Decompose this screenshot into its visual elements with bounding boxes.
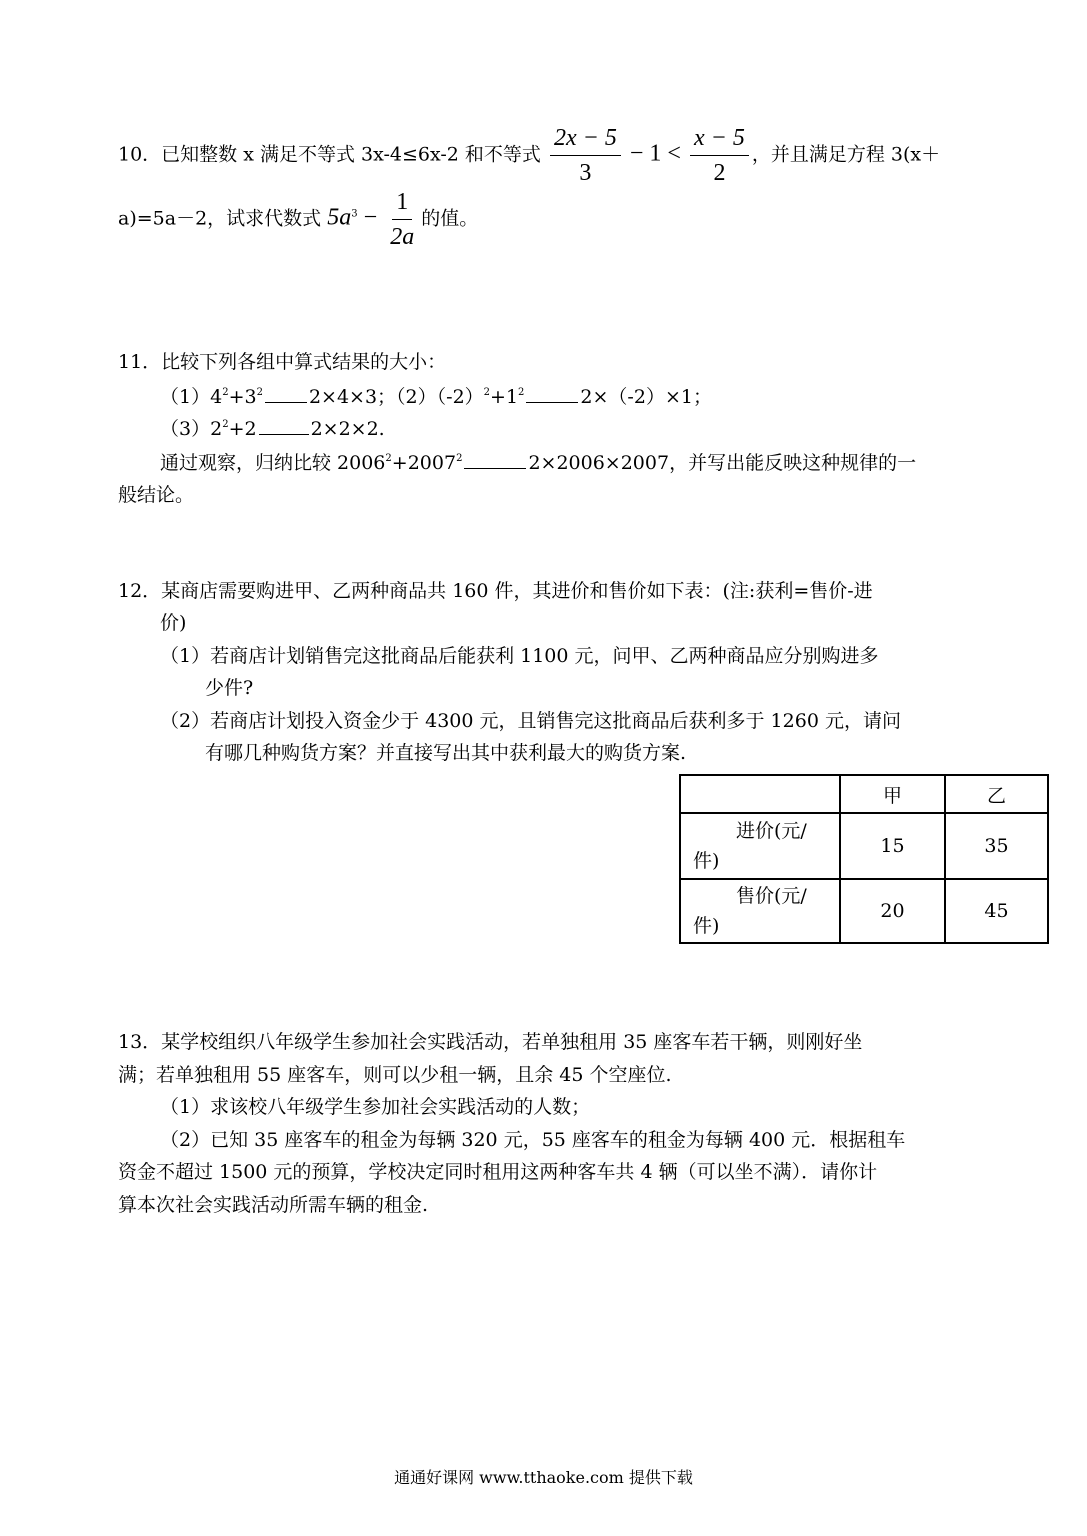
q11-observation-line2: 般结论。 — [118, 484, 195, 506]
q12-sub2-line1: （2）若商店计划投入资金少于 4300 元，且销售完这批商品后获利多于 1260 元，请问 — [160, 710, 901, 732]
q10-line1-start: 10．已知整数 x 满足不等式 3x — [118, 143, 384, 166]
q10-line2-end: 的值。 — [421, 207, 479, 230]
q10-minus-one: − 1 < — [629, 140, 681, 167]
q13-sub1: （1）求该校八年级学生参加社会实践活动的人数； — [160, 1096, 591, 1118]
q11-title: 11．比较下列各组中算式结果的大小： — [118, 351, 447, 373]
q12-line2: 价) — [160, 612, 187, 634]
q11-part1-2: $(1)4^2+3^2$ 2×4×3；$(2)(-2)^2+1^2$ 2×（-2）×1； — [160, 386, 712, 408]
q13-sub2-line3: 算本次社会实践活动所需车辆的租金. — [118, 1194, 429, 1216]
footer-text: 通通好课网 www.tthaoke.com 提供下载 — [394, 1468, 693, 1487]
table-row — [680, 813, 1048, 879]
cost-jia: 15 — [840, 813, 945, 879]
table-row — [680, 879, 1048, 943]
price-jia: 20 — [840, 879, 945, 943]
q12-sub2-line2: 有哪几种购货方案？并直接写出其中获利最大的购货方案. — [205, 742, 687, 764]
answer-blank-3[interactable] — [259, 416, 309, 435]
q10-line2 — [118, 188, 478, 251]
q10-expr-exponent: 3 — [351, 208, 358, 220]
q10-line1-end: ，并且满足方程 3(x＋ — [751, 143, 941, 166]
q10-inequality: -4≤6x-2 — [383, 143, 459, 166]
table-header-jia: 甲 — [840, 775, 945, 813]
fraction-x-5-over-2: $\frac{x - 5}{2}$ — [690, 124, 749, 187]
q10-expr-minus: − — [363, 204, 378, 231]
q10-line1-mid: 和不等式 — [458, 143, 541, 166]
q10-expr-lead: 5a — [327, 204, 352, 231]
row-label-cost: 进价(元/ 件) — [680, 813, 840, 879]
q12-sub1-line1: （1）若商店计划销售完这批商品后能获利 1100 元，问甲、乙两种商品应分别购进多 — [160, 645, 879, 667]
q13-line2: 满；若单独租用 55 座客车，则可以少租一辆，且余 45 个空座位. — [118, 1064, 672, 1086]
answer-blank-1[interactable] — [265, 384, 307, 403]
row-label-price: 售价(元/ 件) — [680, 879, 840, 943]
q10-line1 — [118, 124, 940, 187]
answer-blank-4[interactable] — [464, 450, 526, 469]
q11-part3: $(3)2^2+2$ 2×2×2. — [160, 418, 385, 440]
q13-line1: 13．某学校组织八年级学生参加社会实践活动，若单独租用 35 座客车若干辆，则刚好坐 — [118, 1031, 863, 1053]
q13-sub2-line1: （2）已知 35 座客车的租金为每辆 320 元，55 座客车的租金为每辆 400 元．根据租车 — [160, 1129, 906, 1151]
q12-line1: 12．某商店需要购进甲、乙两种商品共 160 件，其进价和售价如下表：(注:获利=售价-进 — [118, 580, 873, 602]
fraction-1-over-2a: $\frac{1}{2a}$ — [390, 189, 415, 250]
fraction-2x-5-over-3: $\frac{2x - 5}{3}$ — [550, 124, 621, 187]
q13-sub2-line2: 资金不超过 1500 元的预算，学校决定同时租用这两种客车共 4 辆（可以坐不满）．请你计 — [118, 1161, 878, 1183]
price-table — [679, 774, 1049, 944]
answer-blank-2[interactable] — [526, 384, 578, 403]
cost-yi: 35 — [945, 813, 1048, 879]
q11-observation: 通过观察，归纳比较 $2006^2+2007^2$ 2×2006×2007，并写出能反映这种规律的一 — [160, 452, 917, 474]
price-yi: 45 — [945, 879, 1048, 943]
table-header-yi: 乙 — [945, 775, 1048, 813]
q10-line2-start: a)=5a－2，试求代数式 — [118, 207, 322, 230]
table-header-empty — [680, 775, 840, 813]
q12-sub1-line2: 少件? — [205, 677, 254, 699]
